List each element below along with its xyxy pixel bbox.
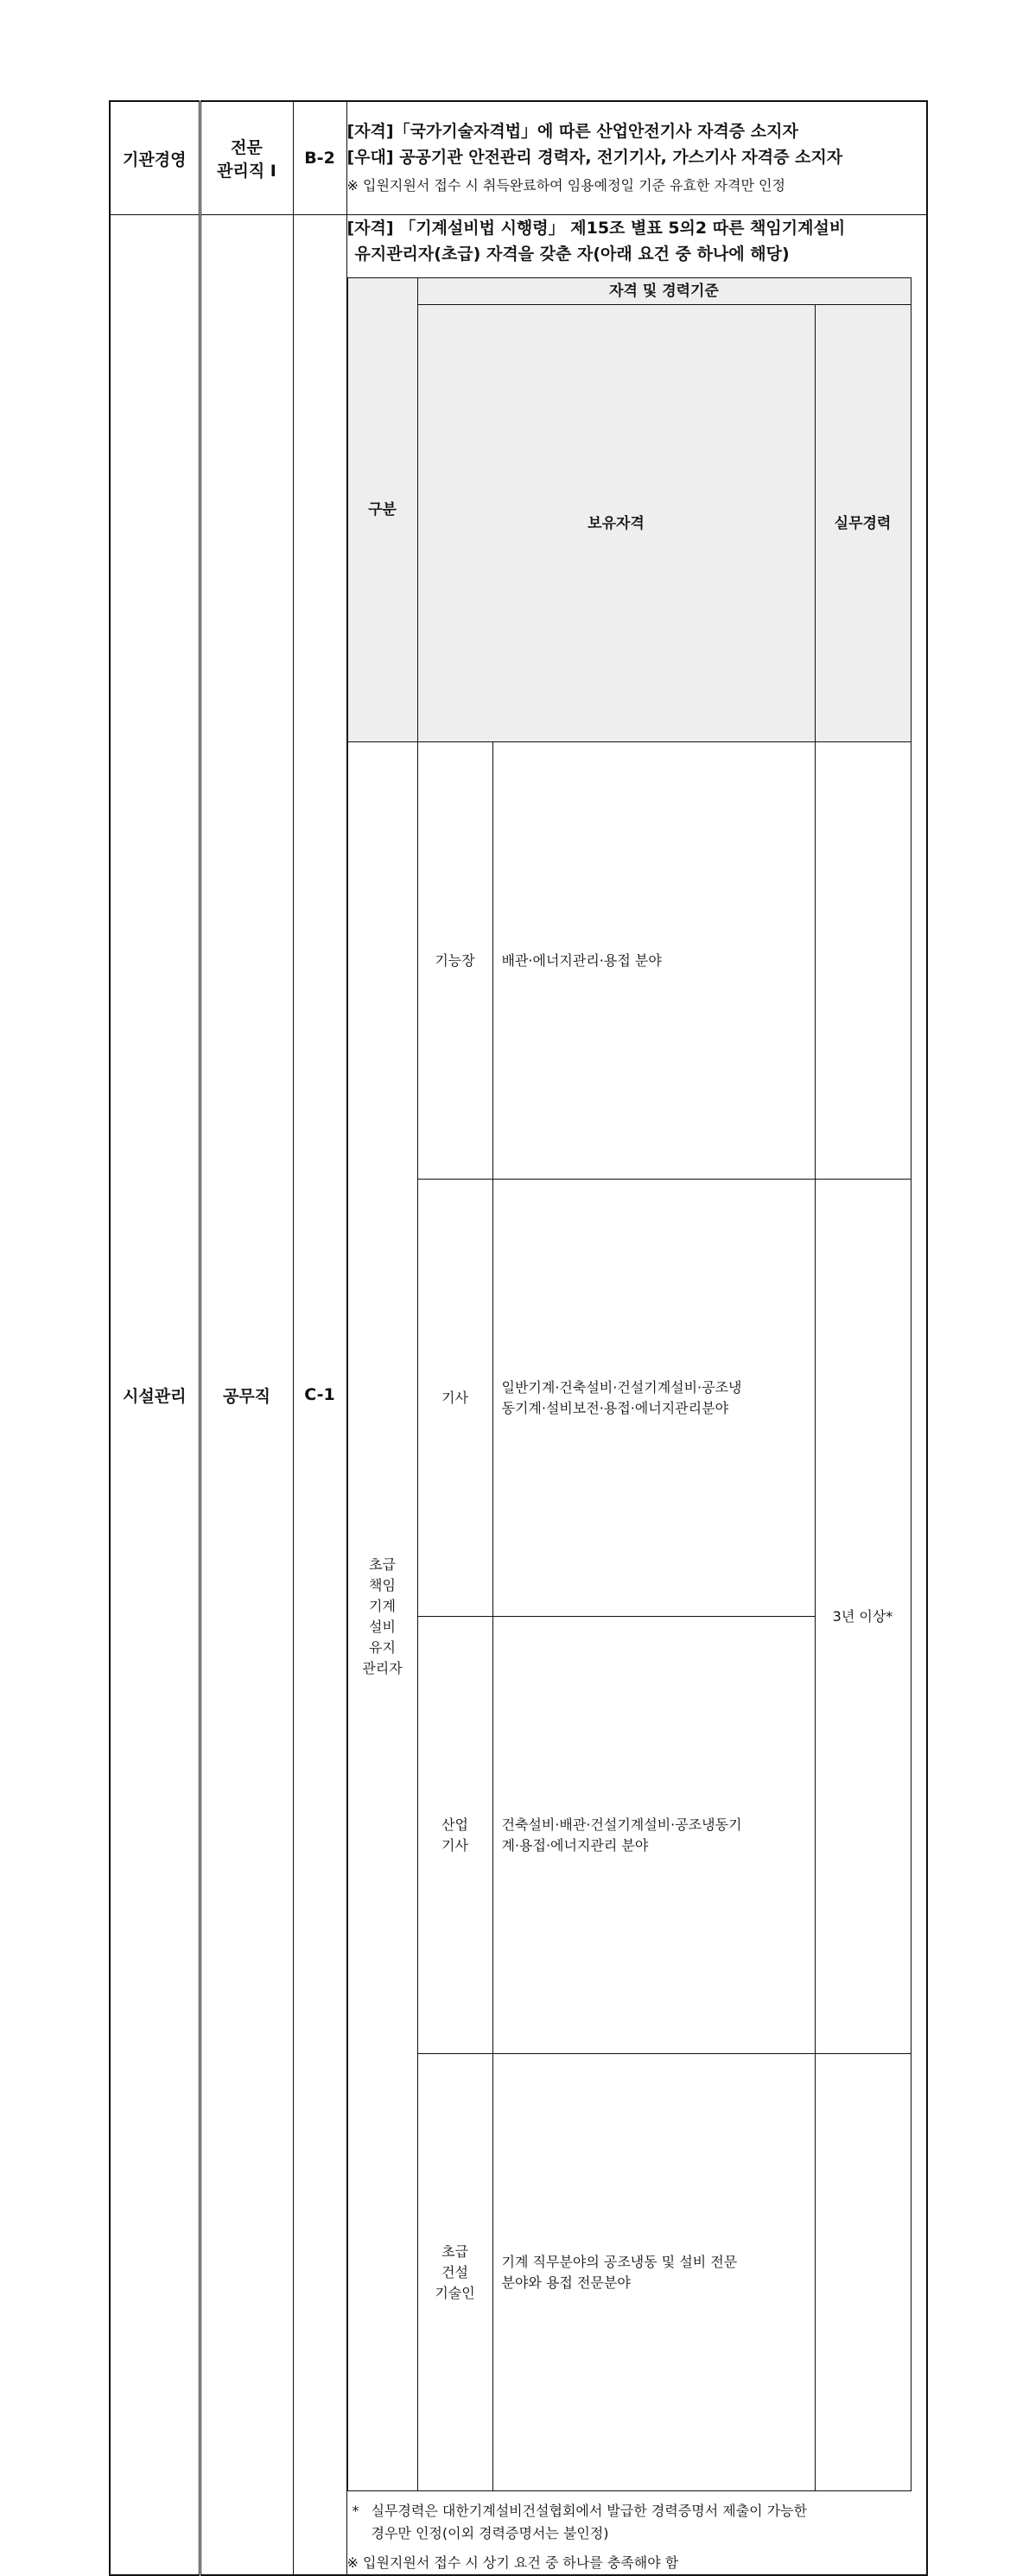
experience-cell: [815, 2054, 911, 2491]
field-cell: 기계 직무분야의 공조냉동 및 설비 전문 분야와 용접 전문분야: [492, 2054, 815, 2491]
group-label: 초급 책임 기계 설비 유지 관리자: [347, 742, 417, 2491]
qualification-text: [자격] 「기계설비법 시행령」 제15조 별표 5의2 따른 책임기계설비: [346, 219, 846, 238]
qualification-text: [자격]「국가기술자격법」에 따른 산업안전기사 자격증 소지자: [346, 122, 798, 141]
table-row: [110, 101, 927, 215]
field-cell: 건축설비·배관·건설기계설비·공조냉동기 계·용접·에너지관리 분야: [492, 1617, 815, 2054]
header-experience: 실무경력: [815, 305, 911, 742]
note-text: ※ 입원지원서 접수 시 취득완료하여 임용예정일 기준 유효한 자격만 인정: [346, 177, 785, 194]
table-row: [110, 215, 927, 2576]
table-row: [347, 1180, 911, 1617]
grade-cell: C-1: [293, 215, 346, 2576]
experience-cell: [815, 742, 911, 1180]
level-cell: 기능장: [417, 742, 492, 1180]
note-text: ※ 입원지원서 접수 시 상기 요건 중 하나를 충족해야 함: [346, 2554, 679, 2571]
requirements-cell: [346, 215, 927, 2576]
qualification-text-cont: 유지관리자(초급) 자격을 갖춘 자(아래 요건 중 하나에 해당): [354, 245, 790, 264]
field-cell: 배관·에너지관리·용접 분야: [492, 742, 815, 1180]
recruitment-table: [109, 100, 928, 2576]
header-main: 자격 및 경력기준: [417, 278, 911, 305]
experience-cell: 3년 이상*: [815, 1180, 911, 2054]
table-row: [347, 742, 911, 1180]
level-cell: 기사: [417, 1180, 492, 1617]
division-cell: 기관경영: [110, 101, 200, 215]
header-group: 구분: [347, 278, 417, 742]
grade-cell: B-2: [293, 101, 346, 215]
field-cell: 일반기계·건축설비·건설기계설비·공조냉 동기계·설비보전·용접·에너지관리분야: [492, 1180, 815, 1617]
preference-text: [우대] 공공기관 안전관리 경력자, 전기기사, 가스기사 자격증 소지자: [346, 148, 843, 167]
level-cell: 초급 건설 기술인: [417, 2054, 492, 2491]
header-qualification: 보유자격: [417, 305, 815, 742]
table-row: [347, 2054, 911, 2491]
requirements-cell: [346, 101, 927, 215]
job-type-cell: 공무직: [200, 215, 293, 2576]
job-type-cell: 전문 관리직 Ⅰ: [200, 101, 293, 215]
footnote: * 실무경력은 대한기계설비건설협회에서 발급한 경력증명서 제출이 가능한 경우만 인정(이외 경력증명서는 불인정): [352, 2503, 808, 2541]
division-cell: 시설관리: [110, 215, 200, 2576]
level-cell: 산업 기사: [417, 1617, 492, 2054]
criteria-table: [347, 277, 911, 2491]
